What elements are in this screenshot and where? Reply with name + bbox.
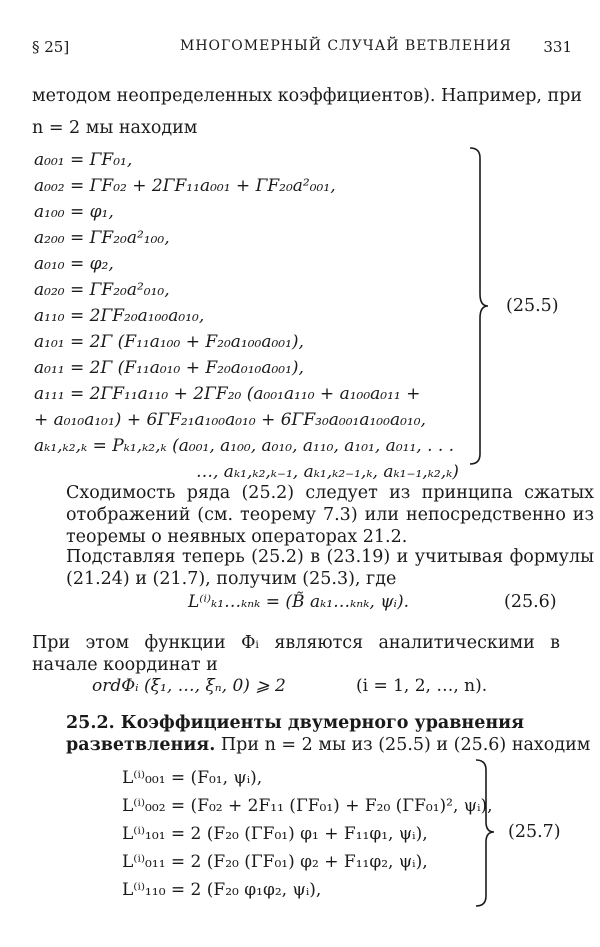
paragraph-functions: При этом функции Φᵢ являются аналитическими в начале координат и — [32, 633, 560, 675]
equation-line: + a₀₁₀a₁₀₁) + 6ΓF₂₁a₁₀₀a₀₁₀ + 6ΓF₃₀a₀₀₁a₁₀₀a₀₁₀, — [34, 410, 426, 430]
section-heading-paragraph — [32, 712, 594, 756]
equation-number: (25.6) — [504, 592, 557, 612]
equation-line: a₁₀₀ = φ₁, — [34, 202, 114, 222]
paragraph-substitution: Подставляя теперь (25.2) в (23.19) и учитывая формулы (21.24) и (21.7), получим (25.3), где — [66, 547, 594, 589]
equation-25-6: L⁽ⁱ⁾ₖ₁…ₖₙₖ = (B̃ aₖ₁…ₖₙₖ, ψᵢ). — [188, 592, 409, 612]
equation-ord-condition: (i = 1, 2, …, n). — [356, 676, 488, 696]
equation-line: L⁽ⁱ⁾₀₁₁ = 2 (F₂₀ (ΓF₀₁) φ₂ + F₁₁φ₂, ψᵢ), — [122, 852, 428, 872]
equation-line: …, aₖ₁,ₖ₂,ₖ₋₁, aₖ₁,ₖ₂₋₁,ₖ, aₖ₁₋₁,ₖ₂,ₖ) — [196, 462, 459, 482]
equation-line: a₁₁₁ = 2ΓF₁₁a₁₁₀ + 2ΓF₂₀ (a₀₀₁a₁₁₀ + a₁₀₀a₀₁₁ + — [34, 384, 421, 404]
equation-line: L⁽ⁱ⁾₀₀₁ = (F₀₁, ψᵢ), — [122, 768, 263, 788]
right-brace — [462, 146, 492, 466]
section-heading: 25.2. Коэффициенты двумерного уравнения разветвления. — [66, 713, 525, 755]
equation-line: a₂₀₀ = ΓF₂₀a²₁₀₀, — [34, 228, 170, 248]
header-title: МНОГОМЕРНЫЙ СЛУЧАЙ ВЕТВЛЕНИЯ — [180, 38, 512, 54]
right-brace — [470, 758, 500, 908]
text-line-2: n = 2 мы находим — [32, 118, 198, 138]
equation-line: a₀₂₀ = ΓF₂₀a²₀₁₀, — [34, 280, 170, 300]
equation-number: (25.5) — [506, 296, 559, 316]
text-line-1: методом неопределенных коэффициентов). Например, при — [32, 86, 583, 106]
equation-line: a₀₀₁ = ΓF₀₁, — [34, 150, 133, 170]
equation-line: L⁽ⁱ⁾₀₀₂ = (F₀₂ + 2F₁₁ (ΓF₀₁) + F₂₀ (ΓF₀₁)², ψᵢ), — [122, 796, 493, 816]
equation-ord: ordΦᵢ (ξ₁, …, ξₙ, 0) ⩾ 2 — [92, 676, 286, 696]
header-section: § 25] — [32, 38, 70, 56]
paragraph-convergence: Сходимость ряда (25.2) следует из принципа сжатых отображений (см. теорему 7.3) или непосредственно из теоремы о неявных операторах 21.2. — [66, 483, 594, 547]
equation-number: (25.7) — [508, 822, 561, 842]
section-text: При n = 2 мы из (25.5) и (25.6) находим — [220, 735, 591, 755]
equation-line: a₁₀₁ = 2Γ (F₁₁a₁₀₀ + F₂₀a₁₀₀a₀₀₁), — [34, 332, 304, 352]
equation-line: L⁽ⁱ⁾₁₀₁ = 2 (F₂₀ (ΓF₀₁) φ₁ + F₁₁φ₁, ψᵢ), — [122, 824, 428, 844]
page-number: 331 — [543, 38, 572, 56]
equation-line: L⁽ⁱ⁾₁₁₀ = 2 (F₂₀ φ₁φ₂, ψᵢ), — [122, 880, 322, 900]
running-header — [32, 38, 572, 62]
equation-line: a₀₁₁ = 2Γ (F₁₁a₀₁₀ + F₂₀a₀₁₀a₀₀₁), — [34, 358, 304, 378]
equation-line: aₖ₁,ₖ₂,ₖ = Pₖ₁,ₖ₂,ₖ (a₀₀₁, a₁₀₀, a₀₁₀, a₁₁₀, a₁₀₁, a₀₁₁, . . . — [34, 436, 455, 456]
equation-line: a₀₁₀ = φ₂, — [34, 254, 114, 274]
equation-line: a₁₁₀ = 2ΓF₂₀a₁₀₀a₀₁₀, — [34, 306, 205, 326]
equation-line: a₀₀₂ = ΓF₀₂ + 2ΓF₁₁a₀₀₁ + ΓF₂₀a²₀₀₁, — [34, 176, 336, 196]
